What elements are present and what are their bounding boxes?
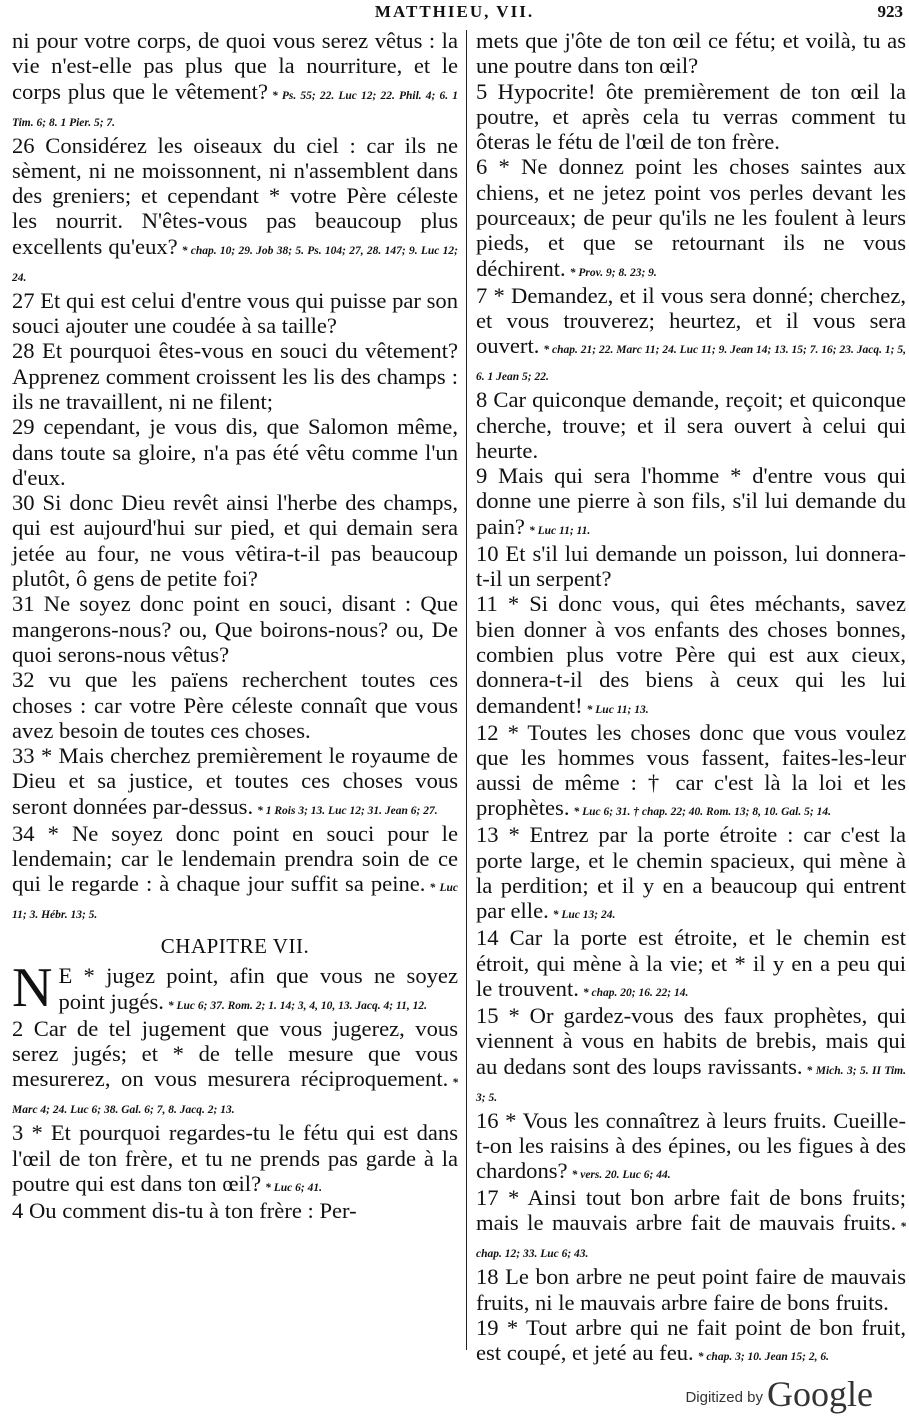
verse-12: 12 * Toutes les choses donc que vous voulez que les hommes vous fassent, faites-les-leur aussi de même : † car c'est là la loi et les prophètes. * Luc 6; 31. † chap. 22; 40. Rom. 13; 8, 10. Gal. 5; 14. bbox=[476, 719, 906, 821]
verse-28: 28 Et pourquoi êtes-vous en souci du vêtement? Apprenez comment croissent les lis des champs : ils ne travaillent, ni ne filent; bbox=[12, 338, 458, 414]
verse-continuation: ni pour votre corps, de quoi vous serez vêtus : la vie n'est-elle pas plus que la nourriture, et le corps plus que le vêtement? * Ps. 55; 22. Luc 12; 22. Phil. 4; 6. 1 Tim. 6; 8. 1 Pier. 5; 7. bbox=[12, 28, 458, 129]
drop-cap: N bbox=[12, 957, 53, 1020]
verse-11: 11 * Si donc vous, qui êtes méchants, savez bien donner à vos enfants des choses bonnes, combien plus votre Père qui est aux cieux, donnera-t-il des biens à ceux qui les lui demandent! * Luc 11; 13. bbox=[476, 591, 906, 718]
verse-8: 8 Car quiconque demande, reçoit; et quiconque cherche, trouve; et il sera ouvert à celui qui heurte. bbox=[476, 387, 906, 463]
cross-reference: * chap. 10; 29. Job 38; 5. Ps. 104; 27, 28. 147; 9. Luc 12; 24. bbox=[12, 244, 458, 284]
verse-17: 17 * Ainsi tout bon arbre fait de bons fruits; mais le mauvais arbre fait de mauvais fruits. * chap. 12; 33. Luc 6; 43. bbox=[476, 1185, 906, 1261]
verse-33: 33 * Mais cherchez premièrement le royaume de Dieu et sa justice, et toutes ces choses vous seront données par-dessus. * 1 Rois 3; 13. Luc 12; 31. Jean 6; 27. bbox=[12, 743, 458, 819]
verse-26: 26 Considérez les oiseaux du ciel : car ils ne sèment, ni ne moissonnent, ni n'assemblent dans des greniers; et cependant * votre Père céleste les nourrit. N'êtes-vous pas beaucoup plus excellents qu'eux? * chap. 10; 29. Job 38; 5. Ps. 104; 27, 28. 147; 9. Luc 12; 24. bbox=[12, 132, 458, 284]
cross-reference: * chap. 12; 33. Luc 6; 43. bbox=[476, 1221, 906, 1261]
cross-reference: * Luc 11; 11. bbox=[528, 524, 591, 537]
cross-reference: * Luc 6; 37. Rom. 2; 1. 14; 3, 4, 10, 13. Jacq. 4; 11, 12. bbox=[167, 999, 427, 1012]
verse-4: 4 Ou comment dis-tu à ton frère : Per- bbox=[12, 1197, 357, 1223]
verse-7: 7 * Demandez, et il vous sera donné; cherchez, et vous trouverez; heurtez, et il vous sera ouvert. * chap. 21; 22. Marc 11; 24. Luc 11; 9. Jean 14; 13. 15; 7. 16; 23. Jacq. 1; 5, 6. 1 Jean 5; 22. bbox=[476, 282, 906, 384]
cross-reference: * Prov. 9; 8. 23; 9. bbox=[569, 266, 657, 279]
verse-14: 14 Car la porte est étroite, et le chemin est étroit, qui mène à la vie; et * il y en a peu qui le trouvent. * chap. 20; 16. 22; 14. bbox=[476, 925, 906, 1001]
cross-reference: * Marc 4; 24. Luc 6; 38. Gal. 6; 7, 8. Jacq. 2; 13. bbox=[12, 1077, 458, 1117]
verse-30: 30 Si donc Dieu revêt ainsi l'herbe des champs, qui est aujourd'hui sur pied, et qui demain sera jetée au four, ne vous vêtira-t-il pas beaucoup plutôt, ô gens de petite foi? bbox=[12, 490, 458, 592]
digitized-label: Digitized by bbox=[685, 1389, 764, 1406]
verse-13: 13 * Entrez par la porte étroite : car c'est la porte large, et le chemin spacieux, qui mène à la perdition; et il y en a beaucoup qui entrent par elle. * Luc 13; 24. bbox=[476, 822, 906, 924]
verse-continuation: mets que j'ôte de ton œil ce fétu; et voilà, tu as une poutre dans ton œil? bbox=[476, 28, 906, 79]
cross-reference: * Ps. 55; 22. Luc 12; 22. Phil. 4; 6. 1 Tim. 6; 8. 1 Pier. 5; 7. bbox=[12, 89, 458, 129]
cross-reference: * Luc 11; 3. Hébr. 13; 5. bbox=[12, 882, 458, 922]
page-header bbox=[0, 2, 909, 28]
verse-27: 27 Et qui est celui d'entre vous qui puisse par son souci ajouter une coudée à sa taille? bbox=[12, 287, 458, 339]
chapter-heading: CHAPITRE VII. bbox=[160, 934, 310, 959]
digitized-watermark bbox=[685, 1372, 873, 1412]
page-number: 923 bbox=[877, 2, 903, 21]
verse-6: 6 * Ne donnez point les choses saintes aux chiens, et ne jetez point vos perles devant les pourceaux; de peur qu'ils ne les foulent à leurs pieds, et que se retournant ils ne vous déchirent. * Prov. 9; 8. 23; 9. bbox=[476, 154, 906, 281]
column-divider bbox=[466, 30, 467, 1350]
verse-5: 5 Hypocrite! ôte premièrement de ton œil la poutre, et après cela tu verras comment tu ôteras le fétu de l'œil de ton frère. bbox=[476, 78, 906, 155]
cross-reference: * 1 Rois 3; 13. Luc 12; 31. Jean 6; 27. bbox=[257, 804, 438, 817]
verse-15: 15 * Or gardez-vous des faux prophètes, qui viennent à vous en habits de brebis, mais qui au dedans sont des loups ravissants. * Mich. 3; 5. II Tim. 3; 5. bbox=[476, 1002, 906, 1104]
verse-31: 31 Ne soyez donc point en souci, disant : Que mangerons-nous? ou, Que boirons-nous? ou, De quoi serons-nous vêtus? bbox=[12, 591, 458, 667]
verse-16: 16 * Vous les connaîtrez à leurs fruits. Cueille-t-on les raisins à des épines, ou les figues à des chardons? * vers. 20. Luc 6; 44. bbox=[476, 1107, 906, 1184]
cross-reference: * chap. 21; 22. Marc 11; 24. Luc 11; 9. Jean 14; 13. 15; 7. 16; 23. Jacq. 1; 5, 6. 1 Jean 5; 22. bbox=[476, 344, 906, 384]
verse-10: 10 Et s'il lui demande un poisson, lui donnera-t-il un serpent? bbox=[476, 540, 906, 592]
cross-reference: * chap. 3; 10. Jean 15; 2, 6. bbox=[697, 1351, 829, 1364]
verse-19: 19 * Tout arbre qui ne fait point de bon fruit, est coupé, et jeté au feu. * chap. 3; 10. Jean 15; 2, 6. bbox=[476, 1314, 906, 1366]
verse-29: 29 cependant, je vous dis, que Salomon même, dans toute sa gloire, n'a pas été vêtu comme l'un d'eux. bbox=[12, 414, 458, 490]
left-column bbox=[12, 28, 458, 1223]
cross-reference: * Mich. 3; 5. II Tim. 3; 5. bbox=[476, 1064, 906, 1104]
cross-reference: * Luc 13; 24. bbox=[552, 909, 616, 922]
cross-reference: * vers. 20. Luc 6; 44. bbox=[571, 1169, 671, 1182]
verse-9: 9 Mais qui sera l'homme * d'entre vous qui donne une pierre à son fils, s'il lui demande du pain? * Luc 11; 11. bbox=[476, 463, 906, 539]
verse-34: 34 * Ne soyez donc point en souci pour le lendemain; car le lendemain prendra soin de ce qui le regarde : à chaque jour suffit sa peine. * Luc 11; 3. Hébr. 13; 5. bbox=[12, 820, 458, 922]
google-logo: Google bbox=[767, 1374, 873, 1414]
verse-2: 2 Car de tel jugement que vous jugerez, vous serez jugés; et * de telle mesure que vous mesurerez, on vous mesurera réciproquement. * Marc 4; 24. Luc 6; 38. Gal. 6; 7, 8. Jacq. 2; 13. bbox=[12, 1015, 458, 1117]
verse-1: N E * jugez point, afin que vous ne soyez point jugés. * Luc 6; 37. Rom. 2; 1. 14; 3, 4, 10, 13. Jacq. 4; 11, 12. bbox=[12, 957, 458, 1020]
cross-reference: * Luc 11; 13. bbox=[586, 703, 649, 716]
verse-32: 32 vu que les païens recherchent toutes ces choses : car votre Père céleste connaît que vous avez besoin de toutes ces choses. bbox=[12, 667, 458, 743]
cross-reference: * chap. 20; 16. 22; 14. bbox=[582, 986, 689, 999]
running-title: MATTHIEU, VII. bbox=[374, 2, 535, 21]
verse-18: 18 Le bon arbre ne peut point faire de mauvais fruits, ni le mauvais arbre faire de bons fruits. bbox=[476, 1264, 906, 1315]
verse-3: 3 * Et pourquoi regardes-tu le fétu qui est dans l'œil de ton frère, et tu ne prends pas garde à la poutre qui est dans ton œil? * Luc 6; 41. bbox=[12, 1120, 458, 1196]
cross-reference: * Luc 6; 31. † chap. 22; 40. Rom. 13; 8, 10. Gal. 5; 14. bbox=[573, 806, 831, 819]
cross-reference: * Luc 6; 41. bbox=[265, 1181, 322, 1194]
right-column bbox=[476, 28, 906, 1367]
